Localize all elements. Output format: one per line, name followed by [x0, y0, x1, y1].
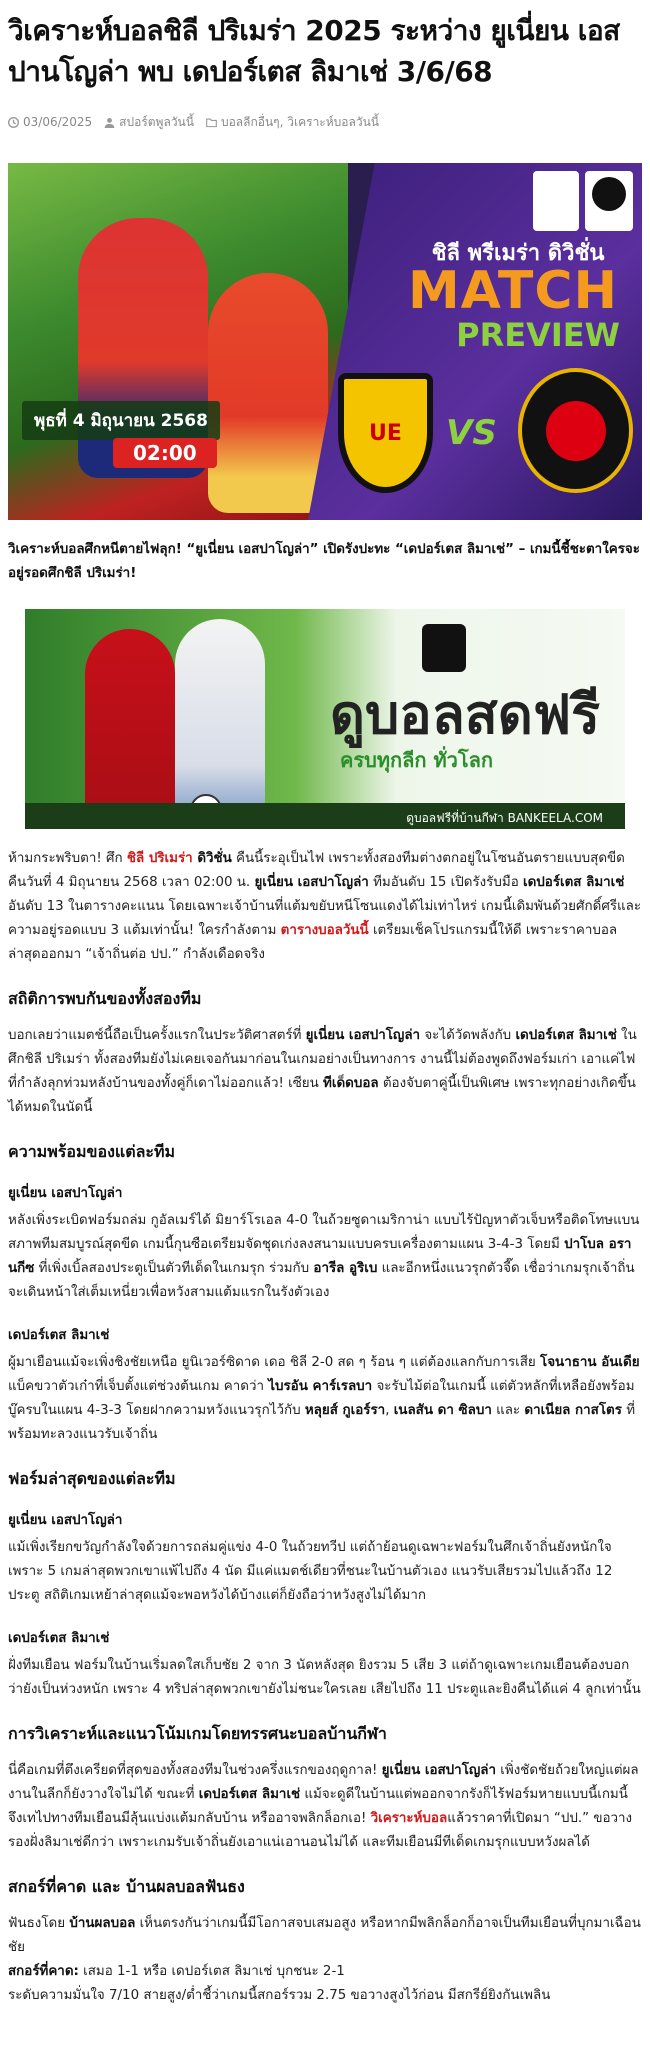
- promo-banner[interactable]: [25, 609, 625, 829]
- section-heading: ฟอร์มล่าสุดของแต่ละทีม: [8, 1469, 176, 1488]
- predicted-score: สกอร์ที่คาด: เสมอ 1-1 หรือ เดปอร์เตส ลิมาเช่ บุกชนะ 2-1: [8, 1964, 345, 1979]
- meta-categories-text[interactable]: บอลลีกอื่นๆ, วิเคราะห์บอลวันนี้: [220, 114, 379, 129]
- away-team-crest: [518, 368, 633, 493]
- site-logo: [585, 171, 633, 231]
- paragraph-prediction: ฟันธงโดย บ้านผลบอล เห็นตรงกันว่าเกมนี้มีโอกาสจบเสมอสูง หรือหากมีพลิกล็อกก็อาจเป็นทีมเยือนที่บุกมาเฉือนชัย: [8, 1916, 641, 1955]
- link-results[interactable]: บ้านผลบอล: [69, 1916, 136, 1931]
- match-preview-image: [8, 163, 642, 520]
- player-figure: [208, 273, 328, 513]
- banner-subtitle: ครบทุกลีก ทั่วโลก: [340, 748, 493, 772]
- article-meta: [8, 112, 642, 132]
- meta-author[interactable]: [104, 113, 194, 132]
- player-figure: [85, 629, 175, 829]
- meta-date: [8, 115, 92, 129]
- paragraph-team1-readiness: หลังเพิ่งระเบิดฟอร์มถล่ม กูอัลเมร์ได้ มิยาร์โรเอล 4-0 ในถ้วยซูดาเมริกาน่า แบบไร้ปัญหาตัวเจ็บหรือติดโทษแบน สภาพทีมสมบูรณ์สุดขีด เกมนี้กุนซือเตรียมจัดชุดเก่งลงสนามแบบครบเครื่องตามแผน 3-4-3 โดยมี ปาโบล อรานกีซ ที่เพิ่งเบิ้ลสองประตูเป็นตัวทีเด็ดในเกมรุก ร่วมกับ อารีล อูริเบ และอีกหนึ่งแนวรุกตัวจี๊ด เชื่อว่าเกมรุกเจ้าถิ่นจะเดินหน้าใส่เต็มเหนี่ยวเพื่อหวังสามแต้มแรกในรังตัวเอง: [8, 1213, 640, 1300]
- preview-match: MATCH: [407, 261, 619, 321]
- preview-league: ชิลี พรีเมร่า ดิวิชั่น: [431, 241, 605, 266]
- link-table-today[interactable]: ตารางบอลวันนี้: [280, 923, 369, 938]
- folder-icon: [206, 117, 217, 128]
- site-logo: [422, 624, 466, 672]
- section-heading: ความพร้อมของแต่ละทีม: [8, 1142, 176, 1161]
- banner-title: ดูบอลสดฟรี: [329, 683, 601, 746]
- user-icon: [104, 117, 115, 128]
- link-analysis[interactable]: วิเคราะห์บอล: [370, 1811, 448, 1826]
- clock-icon: [8, 117, 19, 128]
- preview-word: PREVIEW: [456, 316, 620, 354]
- home-team-crest: UE: [338, 373, 433, 493]
- section-heading: สถิติการพบกันของทั้งสองทีม: [8, 989, 202, 1008]
- player-figure: [175, 619, 265, 829]
- paragraph-intro: ห้ามกระพริบตา! ศึก ชิลี ปริเมร่า ดิวิชั่น คืนนี้ระอุเป็นไฟ เพราะทั้งสองทีมต่างตกอยู่ในโซนอันตรายแบบสุดขีด คืนวันที่ 4 มิถุนายน 2568 เวลา 02:00 น. ยูเนี่ยน เอสปาโญล่า ทีมอันดับ 15 เปิดรังรับมือ เดปอร์เตส ลิมาเช่ อันดับ 13 ในตารางคะแนน โดยเฉพาะเจ้าบ้านที่แต้มขยับหนีโซนแดงได้ไม่เท่าไหร่ เกมนี้เดิมพันด้วยศักดิ์ศรีและความอยู่รอดแบบ 3 แต้มเท่านั้น! ใครกำลังตาม ตารางบอลวันนี้ เตรียมเช็คโปรแกรมนี้ให้ดี เพราะราคาบอลล่าสุดออกมา “เจ้าถิ่นต่อ ปป.” กำลังเดือดจริง: [8, 851, 642, 962]
- team-heading: เดปอร์เตส ลิมาเช่: [8, 1631, 110, 1646]
- confidence-text: ระดับความมั่นใจ 7/10 สายสูง/ต่ำชี้ว่าเกมนี้สกอร์รวม 2.75 ขอวางสูงไว้ก่อน มีสกรีย์ยิงกันเพลิน: [8, 1988, 551, 2003]
- meta-categories[interactable]: [206, 113, 379, 132]
- paragraph-team2-readiness: ผู้มาเยือนแม้จะเพิ่งชิงชัยเหนือ ยูนิเวอร์ซิดาด เดอ ชิลี 2-0 สด ๆ ร้อน ๆ แต่ต้องแลกกับการเสีย โจนาธาน อันเดีย แบ็คขวาตัวเก๋าที่เจ็บตั้งแต่ช่วงต้นเกม คาดว่า ไบรอัน คาร์เรลบา จะรับไม้ต่อในเกมนี้ แต่ตัวหลักที่เหลือยังพร้อมบู๊ครบในแผน 4-3-3 โดยฝากความหวังแนวรุกไว้กับ หลุยส์ กูเอร์รา, เนลสัน ดา ซิลบา และ ดาเนียล กาสโตร ที่พร้อมทะลวงแนวรับเจ้าถิ่น: [8, 1355, 640, 1442]
- paragraph-team2-form: ฝั่งทีมเยือน ฟอร์มในบ้านเริ่มลดใสเก็บชัย 2 จาก 3 นัดหลังสุด ยิงรวม 5 เสีย 3 แต่ถ้าดูเฉพาะเกมเยือนต้องบอกว่ายังเป็นห่วงหนัก เพราะ 4 ทริปล่าสุดพวกเขายังไม่ชนะใครเลย เสียไปถึง 11 ประตูและยิงคืนได้แค่ 4 ลูกเท่านั้น: [8, 1658, 641, 1697]
- paragraph-h2h: บอกเลยว่าแมตช์นี้ถือเป็นครั้งแรกในประวัติศาสตร์ที่ ยูเนี่ยน เอสปาโญล่า จะได้วัดพลังกับ เดปอร์เตส ลิมาเช่ ในศึกชิลี ปริเมร่า ทั้งสองทีมยังไม่เคยเจอกันมาก่อนในเกมอย่างเป็นทางการ งานนี้ไม่ต้องพูดถึงฟอร์มเก่า เอาแค่ไฟที่กำลังลุกท่วมหลังบ้านของทั้งคู่ก็เดาไม่ออกแล้ว! เซียน ทีเด็ดบอล ต้องจับตาคู่นี้เป็นพิเศษ เพราะทุกอย่างเกิดขึ้นได้หมดในนัดนี้: [8, 1028, 637, 1115]
- paragraph-team1-form: แม้เพิ่งเรียกขวัญกำลังใจด้วยการถล่มคู่แข่ง 4-0 ในถ้วยทวีป แต่ถ้าย้อนดูเฉพาะฟอร์มในศึกเจ้าถิ่นยังหนักใจ เพราะ 5 เกมล่าสุดพวกเขาแพ้ไปถึง 4 นัด มีแค่แมตช์เดียวที่ชนะในบ้านตัวเอง แนวรับเสียรวมไปแล้วถึง 12 ประตู สถิติเกมเหย้าล่าสุดแม้จะพอหวังได้บ้างแต่ก็ยังถือว่าหวังสูงไม่ได้มาก: [8, 1540, 613, 1603]
- banner-footer: ดูบอลฟรีที่บ้านกีฬา BANKEELA.COM: [25, 803, 625, 829]
- vs-label: VS: [446, 413, 497, 453]
- match-time: 02:00: [113, 438, 217, 468]
- section-heading: การวิเคราะห์และแนวโน้มเกมโดยทรรศนะบอลบ้านกีฬา: [8, 1724, 387, 1743]
- team-heading: เดปอร์เตส ลิมาเช่: [8, 1328, 110, 1343]
- link-tips[interactable]: ทีเด็ดบอล: [323, 1076, 379, 1091]
- team-heading: ยูเนี่ยน เอสปาโญล่า: [8, 1513, 123, 1528]
- link-chile-primera[interactable]: ชิลี ปริเมร่า: [126, 851, 193, 866]
- intro-text: วิเคราะห์บอลศึกหนีตายไฟลุก! “ยูเนี่ยน เอสปาโญล่า” เปิดรังปะทะ “เดปอร์เตส ลิมาเช่” – เกมนี้ชี้ชะตาใครจะอยู่รอดศึกชิลี ปริเมร่า!: [8, 542, 640, 581]
- article-title: วิเคราะห์บอลชิลี ปริเมร่า 2025 ระหว่าง ยูเนี่ยน เอส ปานโญล่า พบ เดปอร์เตส ลิมาเช่ 3/6/68: [8, 14, 620, 88]
- paragraph-analysis: นี่คือเกมที่ตึงเครียดที่สุดของทั้งสองทีมในช่วงครึ่งแรกของฤดูกาล! ยูเนี่ยน เอสปาโญล่า เพิ่งชัดชัยถ้วยใหญ่แต่ผลงานในลีกก็ยังวางใจไม่ได้ ขณะที่ เดปอร์เตส ลิมาเช่ แม้จะดูดีในบ้านแต่พออกจากรังก็ไร้ฟอร์มหายแบบนี้เกมนี้จึงเทไปทางทีมเยือนมีลุ้นแบ่งแต้มกลับบ้าน หรืออาจพลิกล็อกเอ! วิเคราะห์บอลแล้วราคาที่เปิดมา “ปป.” ขอวางรองฝั่งลิมาเช่ดีกว่า เพราะเกมรับเจ้าถิ่นยังเอาแน่เอานอนไม่ได้ และทีมเยือนมีทีเด็ดเกมรุกแบบหวังผลได้: [8, 1763, 639, 1850]
- section-heading: สกอร์ที่คาด และ บ้านผลบอลฟันธง: [8, 1877, 245, 1896]
- league-logo: [533, 171, 579, 231]
- meta-date-text: 03/06/2025: [23, 115, 93, 129]
- meta-author-text[interactable]: สปอร์ตพูลวันนี้: [119, 114, 194, 129]
- match-date: พุธที่ 4 มิถุนายน 2568: [22, 401, 220, 440]
- team-heading: ยูเนี่ยน เอสปาโญล่า: [8, 1186, 123, 1201]
